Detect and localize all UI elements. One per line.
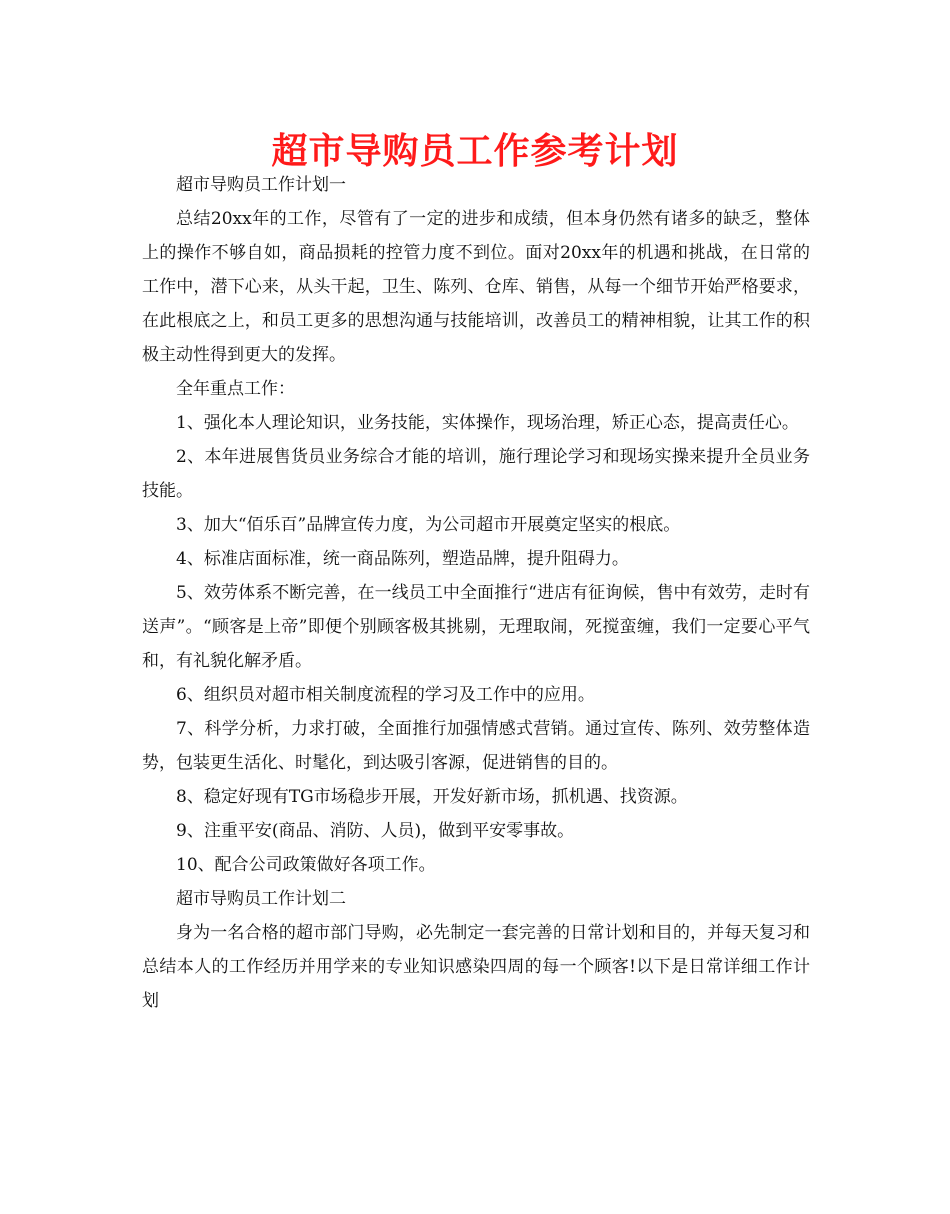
section-heading-plan-one: 超市导购员工作计划一	[176, 175, 346, 195]
list-item: 5、效劳体系不断完善，在一线员工中全面推行“进店有征询候，售中有效劳，走时有送声”。“顾客是上帝”即便个别顾客极其挑剔，无理取闹，死搅蛮缠，我们一定要心平气和，有礼貌化解矛盾。	[142, 583, 810, 671]
list-item: 2、本年进展售货员业务综合才能的培训，施行理论学习和现场实操来提升全员业务技能。	[142, 447, 810, 501]
list-item: 8、稳定好现有TG市场稳步开展，开发好新市场，抓机遇、找资源。	[176, 787, 688, 807]
list-item: 6、组织员对超市相关制度流程的学习及工作中的应用。	[176, 685, 595, 705]
document-body	[142, 168, 810, 1018]
list-item: 10、配合公司政策做好各项工作。	[176, 855, 436, 875]
list-item: 7、科学分析，力求打破，全面推行加强情感式营销。通过宣传、陈列、效劳整体造势，包装更生活化、时髦化，到达吸引客源，促进销售的目的。	[142, 719, 810, 773]
document-title: 超市导购员工作参考计划	[271, 131, 679, 172]
list-item: 3、加大“佰乐百”品牌宣传力度，为公司超市开展奠定坚实的根底。	[176, 515, 681, 535]
section-heading-plan-two: 超市导购员工作计划二	[176, 889, 346, 909]
summary-paragraph: 总结20xx年的工作，尽管有了一定的进步和成绩，但本身仍然有诸多的缺乏，整体上的操作不够自如，商品损耗的控管力度不到位。面对20xx年的机遇和挑战，在日常的工作中，潜下心来，从头干起，卫生、陈列、仓库、销售，从每一个细节开始严格要求，在此根底之上，和员工更多的思想沟通与技能培训，改善员工的精神相貌，让其工作的积极主动性得到更大的发挥。	[142, 209, 810, 365]
list-item: 9、注重平安(商品、消防、人员)，做到平安零事故。	[176, 821, 575, 841]
key-work-heading: 全年重点工作：	[176, 379, 295, 399]
intro-paragraph-plan-two: 身为一名合格的超市部门导购，必先制定一套完善的日常计划和目的，并每天复习和总结本人的工作经历并用学来的专业知识感染四周的每一个顾客!以下是日常详细工作计划	[142, 923, 810, 1011]
list-item: 4、标准店面标准，统一商品陈列，塑造品牌，提升阻碍力。	[176, 549, 629, 569]
list-item: 1、强化本人理论知识，业务技能，实体操作，现场治理，矫正心态，提高责任心。	[176, 413, 799, 433]
